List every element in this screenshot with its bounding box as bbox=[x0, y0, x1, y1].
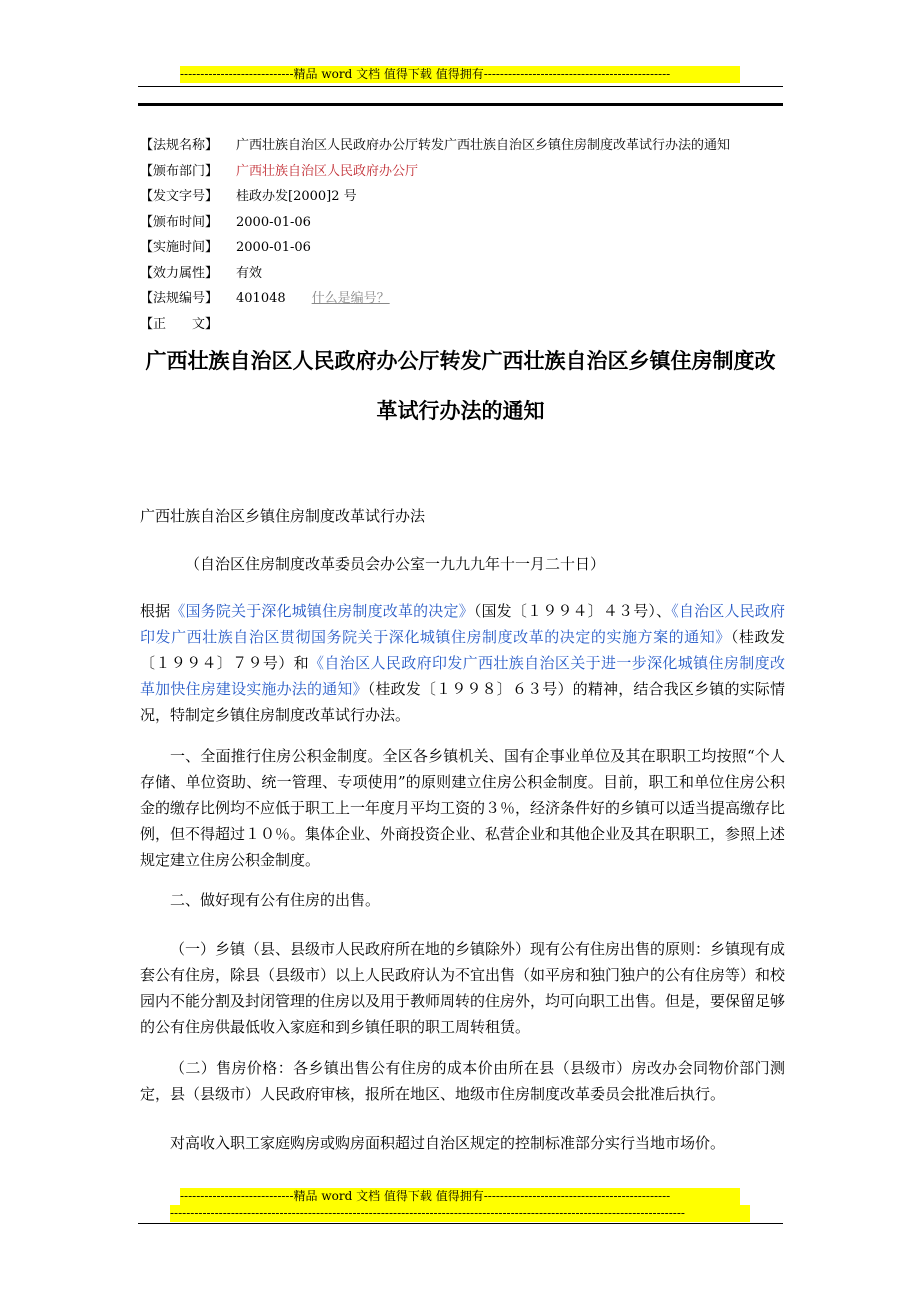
body-paragraph-3: （一）乡镇（县、县级市人民政府所在地的乡镇除外）现有公有住房出售的原则：乡镇现有成套公有住房，除县（县级市）以上人民政府认为不宜出售（如平房和独门独户的公有住房等）和校园内不能分割及封闭管理的住房以及用于教师周转的住房外，均可向职工出售。但是，要保留足够的公有住房供最低收入家庭和到乡镇任职的职工周转租赁。 bbox=[140, 940, 786, 1036]
body-paragraph-5: 对高收入职工家庭购房或购房面积超过自治区规定的控制标准部分实行当地市场价。 bbox=[170, 1134, 726, 1152]
meta-row-code: 【法规编号】 401048 什么是编号？ bbox=[140, 291, 390, 306]
body-paragraph-2: 二、做好现有公有住房的出售。 bbox=[170, 891, 381, 909]
meta-row-validity: 【效力属性】 有效 bbox=[140, 265, 263, 281]
footer-dash-line: ------------------------------------------------------------------------------------------------------------------------------- bbox=[170, 1205, 750, 1222]
body-paragraph-1: 一、全面推行住房公积金制度。全区各乡镇机关、国有企事业单位及其在职职工均按照“个人存储、单位资助、统一管理、专项使用”的原则建立住房公积金制度。目前，职工和单位住房公积金的缴存比例均不应低于职工上一年度月平均工资的３％，经济条件好的乡镇可以适当提高缴存比例，但不得超过１０％。集体企业、外商投资企业、私营企业和其他企业及其在职职工，参照上述规定建立住房公积金制度。 bbox=[140, 747, 786, 869]
header-banner bbox=[180, 66, 740, 83]
body-paragraph-basis: 根据《国务院关于深化城镇住房制度改革的决定》（国发〔１９９４〕４３号）、《自治区人民政府印发广西壮族自治区贯彻国务院关于深化城镇住房制度改革的决定的实施方案的通知》（桂政发〔１９９４〕７９号）和《自治区人民政府印发广西壮族自治区关于进一步深化城镇住房制度改革加快住房建设实施办法的通知》（桂政发〔１９９８〕６３号）的精神，结合我区乡镇的实际情况，特制定乡镇住房制度改革试行办法。 bbox=[140, 602, 785, 724]
reference-link-3[interactable]: 《自治区人民政府印发广西壮族自治区关于进一步深化城镇住房制度改革加快住房建设实施办法的通知》 bbox=[140, 654, 785, 698]
department-link[interactable]: 广西壮族自治区人民政府办公厅 bbox=[236, 163, 419, 179]
body-issuer: （自治区住房制度改革委员会办公室一九九九年十一月二十日） bbox=[185, 555, 606, 573]
header-rule-thick bbox=[138, 103, 783, 106]
regulation-meta bbox=[140, 133, 790, 337]
body-subtitle: 广西壮族自治区乡镇住房制度改革试行办法 bbox=[140, 507, 426, 525]
meta-row-effective-date: 【实施时间】 2000-01-06 bbox=[140, 240, 311, 255]
meta-row-name: 【法规名称】 广西壮族自治区人民政府办公厅转发广西壮族自治区乡镇住房制度改革试行办法的通知 bbox=[140, 138, 731, 153]
document-title-line2: 革试行办法的通知 bbox=[376, 399, 545, 423]
header-rule-thin bbox=[138, 86, 783, 87]
footer-rule bbox=[138, 1223, 783, 1224]
footer-banner bbox=[180, 1188, 740, 1205]
footer-banner-text: ----------------------------精品 word 文档 值得下载 值得拥有---------------------------------------------- bbox=[180, 1189, 671, 1203]
what-is-code-link[interactable]: 什么是编号？ bbox=[311, 291, 390, 306]
meta-row-department: 【颁布部门】 广西壮族自治区人民政府办公厅 bbox=[140, 159, 790, 185]
meta-row-doc-number: 【发文字号】 桂政办发[2000]2 号 bbox=[140, 189, 357, 204]
reference-link-1[interactable]: 《国务院关于深化城镇住房制度改革的决定》 bbox=[170, 602, 474, 620]
meta-row-body: 【正 文】 bbox=[140, 316, 219, 332]
reference-link-2[interactable]: 《自治区人民政府印发广西壮族自治区贯彻国务院关于深化城镇住房制度改革的决定的实施方案的通知》 bbox=[140, 602, 785, 646]
meta-row-issue-date: 【颁布时间】 2000-01-06 bbox=[140, 214, 311, 230]
document-title-line1: 广西壮族自治区人民政府办公厅转发广西壮族自治区乡镇住房制度改 bbox=[145, 349, 776, 373]
body-paragraph-4: （二）售房价格：各乡镇出售公有住房的成本价由所在县（县级市）房改办会同物价部门测定，县（县级市）人民政府审核，报所在地区、地级市住房制度改革委员会批准后执行。 bbox=[140, 1059, 785, 1103]
header-banner-text: ----------------------------精品 word 文档 值得下载 值得拥有---------------------------------------------- bbox=[180, 67, 671, 81]
